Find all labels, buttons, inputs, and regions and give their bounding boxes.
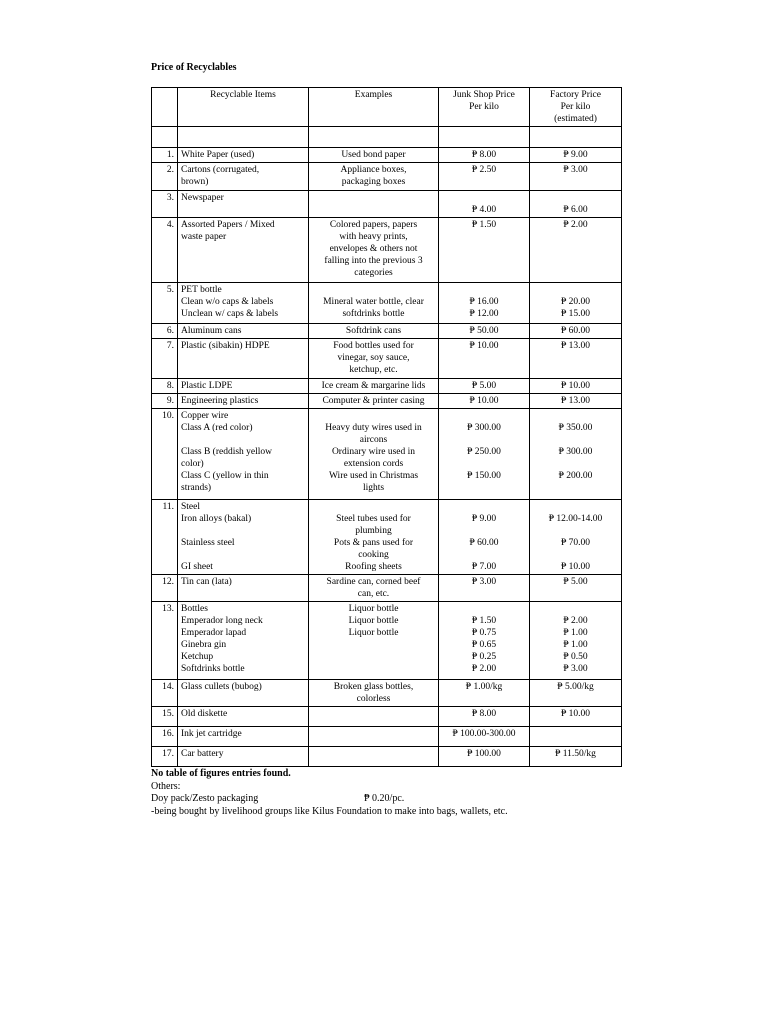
recyclables-table [151, 87, 622, 767]
factory-price-cell-line [533, 603, 618, 615]
junk-price-cell [439, 191, 530, 218]
factory-price-cell [530, 218, 622, 283]
junk-price-cell-line [442, 458, 526, 470]
header-item: Recyclable Items [178, 88, 309, 127]
item-cell-line: GI sheet [181, 562, 213, 572]
junk-price-cell [439, 379, 530, 394]
examples-cell-line: Liquor bottle [348, 628, 399, 638]
row-number: 7. [152, 339, 178, 379]
item-cell [178, 747, 309, 767]
junk-price-cell-line: ₱ 150.00 [467, 471, 501, 481]
examples-cell-line: packaging boxes [341, 177, 406, 187]
factory-price-cell [530, 324, 622, 339]
junk-price-cell-line: ₱ 10.00 [469, 341, 499, 351]
item-cell-line: PET bottle [181, 285, 222, 295]
junk-price-cell-line [442, 603, 526, 615]
factory-price-cell [530, 680, 622, 707]
item-cell-line: Newspaper [181, 193, 224, 203]
examples-cell-line: extension cords [343, 459, 404, 469]
factory-price-cell-line: ₱ 0.50 [563, 652, 588, 662]
junk-price-cell-line: ₱ 8.00 [471, 709, 497, 719]
item-cell-line: Engineering plastics [181, 396, 259, 406]
junk-price-cell [439, 680, 530, 707]
examples-cell [309, 148, 439, 163]
examples-cell-line: Pots & pans used for [333, 538, 414, 548]
factory-price-cell-line: ₱ 11.50/kg [555, 749, 596, 759]
table-row [152, 707, 622, 727]
item-cell [178, 727, 309, 747]
table-row [152, 283, 622, 324]
item-cell [178, 163, 309, 191]
junk-price-cell-line: ₱ 12.00 [469, 309, 499, 319]
item-cell-line: Assorted Papers / Mixed [181, 220, 275, 230]
examples-cell [309, 163, 439, 191]
factory-price-cell-line: ₱ 13.00 [560, 396, 591, 406]
item-cell [178, 379, 309, 394]
factory-price-cell-line [533, 434, 618, 446]
factory-price-cell-line: ₱ 350.00 [558, 423, 593, 433]
factory-price-cell-line [533, 284, 618, 296]
factory-price-cell [530, 575, 622, 602]
item-cell [178, 283, 309, 324]
item-cell-line: waste paper [181, 232, 227, 242]
junk-price-cell-line: ₱ 0.65 [471, 640, 497, 650]
footer-notes [151, 768, 508, 818]
factory-price-cell-line: ₱ 3.00 [563, 165, 588, 175]
factory-price-cell [530, 500, 622, 575]
examples-cell-line: colorless [356, 694, 391, 704]
header-junk-price [439, 88, 530, 127]
factory-price-cell-line [533, 482, 618, 494]
examples-cell-line: Broken glass bottles, [333, 682, 414, 692]
examples-cell [309, 283, 439, 324]
factory-price-cell-line [533, 410, 618, 422]
row-number: 15. [152, 707, 178, 727]
examples-cell [309, 394, 439, 409]
factory-price-cell-line [533, 501, 618, 513]
junk-price-cell-line: ₱ 10.00 [469, 396, 499, 406]
examples-cell-line: Ordinary wire used in [331, 447, 416, 457]
junk-price-cell [439, 575, 530, 602]
junk-price-cell-line [442, 525, 526, 537]
junk-price-cell-line: ₱ 1.50 [471, 616, 497, 626]
factory-price-cell-line: ₱ 60.00 [560, 326, 591, 336]
examples-cell-line: Roofing sheets [345, 562, 402, 572]
examples-cell [309, 339, 439, 379]
row-number: 10. [152, 409, 178, 500]
examples-cell [309, 500, 439, 575]
factory-price-cell-line: ₱ 9.00 [563, 150, 588, 160]
item-cell-line: Cartons (corrugated, [181, 165, 260, 175]
table-row [152, 394, 622, 409]
examples-cell-line: cooking [358, 550, 389, 560]
junk-price-cell [439, 324, 530, 339]
item-cell-line: Aluminum cans [181, 326, 242, 336]
factory-price-cell-line [533, 192, 618, 204]
item-cell-line [181, 549, 305, 561]
examples-cell-line: Liquor bottle [348, 604, 399, 614]
table-row [152, 680, 622, 707]
factory-price-cell-line: ₱ 70.00 [560, 538, 591, 548]
header-junk-line: Per kilo [469, 102, 499, 112]
examples-cell [309, 191, 439, 218]
factory-price-cell-line: ₱ 300.00 [558, 447, 593, 457]
junk-price-cell-line: ₱ 100.00 [467, 749, 501, 759]
junk-price-cell-line [442, 501, 526, 513]
examples-cell-line: aircons [359, 435, 388, 445]
header-factory-line: Per kilo [560, 102, 591, 112]
row-number: 8. [152, 379, 178, 394]
table-row [152, 148, 622, 163]
page-title: Price of Recyclables [151, 62, 237, 73]
item-cell [178, 500, 309, 575]
header-number [152, 88, 178, 127]
examples-cell-line: categories [354, 268, 393, 278]
row-number: 4. [152, 218, 178, 283]
item-cell-line [181, 434, 305, 446]
junk-price-cell-line: ₱ 8.00 [471, 150, 497, 160]
row-number: 3. [152, 191, 178, 218]
examples-cell-line: Computer & printer casing [322, 396, 425, 406]
table-header-row [152, 88, 622, 127]
item-cell [178, 191, 309, 218]
examples-cell-line: ketchup, etc. [349, 365, 398, 375]
item-cell-line: Ink jet cartridge [181, 729, 242, 739]
junk-price-cell-line [442, 482, 526, 494]
junk-price-cell-line [442, 410, 526, 422]
junk-price-cell-line: ₱ 60.00 [469, 538, 499, 548]
examples-cell [309, 218, 439, 283]
examples-cell-line: plumbing [355, 526, 392, 536]
factory-price-cell-line: ₱ 5.00 [563, 577, 588, 587]
factory-price-cell [530, 602, 622, 680]
item-cell-line: Iron alloys (bakal) [181, 514, 252, 524]
examples-cell-line: lights [362, 483, 385, 493]
examples-cell-line [312, 284, 435, 296]
item-cell [178, 409, 309, 500]
examples-cell-line [312, 501, 435, 513]
row-number: 17. [152, 747, 178, 767]
item-cell-line: Glass cullets (bubog) [181, 682, 262, 692]
doy-pack-line [151, 793, 508, 806]
factory-price-cell-line: ₱ 12.00-14.00 [548, 514, 603, 524]
examples-cell-line: falling into the previous 3 [324, 256, 423, 266]
table-row [152, 500, 622, 575]
row-number: 2. [152, 163, 178, 191]
item-cell-line: brown) [181, 177, 209, 187]
junk-price-cell-line: ₱ 0.25 [471, 652, 497, 662]
junk-price-cell-line: ₱ 250.00 [467, 447, 501, 457]
factory-price-cell [530, 339, 622, 379]
junk-price-cell [439, 394, 530, 409]
factory-price-cell-line: ₱ 5.00/kg [557, 682, 594, 692]
item-cell-line: Car battery [181, 749, 224, 759]
header-factory-price [530, 88, 622, 127]
table-row [152, 218, 622, 283]
junk-price-cell-line: ₱ 16.00 [469, 297, 499, 307]
item-cell-line: Copper wire [181, 411, 229, 421]
item-cell-line: Stainless steel [181, 538, 235, 548]
factory-price-cell-line: ₱ 20.00 [560, 297, 591, 307]
item-cell-line: White Paper (used) [181, 150, 255, 160]
row-number: 9. [152, 394, 178, 409]
factory-price-cell-line: ₱ 10.00 [560, 562, 591, 572]
header-junk-line: Junk Shop Price [453, 90, 515, 100]
header-examples: Examples [309, 88, 439, 127]
table-row [152, 575, 622, 602]
factory-price-cell [530, 394, 622, 409]
table-row [152, 379, 622, 394]
examples-cell-line: Food bottles used for [333, 341, 414, 351]
examples-cell-line [312, 410, 435, 422]
examples-cell [309, 575, 439, 602]
junk-price-cell-line [442, 192, 526, 204]
junk-price-cell-line [442, 434, 526, 446]
examples-cell-line: Liquor bottle [348, 616, 399, 626]
examples-cell [309, 602, 439, 680]
item-cell [178, 324, 309, 339]
junk-price-cell [439, 339, 530, 379]
item-cell-line: Old diskette [181, 709, 228, 719]
junk-price-cell-line [442, 284, 526, 296]
examples-cell-line: softdrinks bottle [342, 309, 405, 319]
row-number: 1. [152, 148, 178, 163]
examples-cell-line: envelopes & others not [329, 244, 418, 254]
junk-price-cell-line: ₱ 5.00 [471, 381, 497, 391]
item-cell-line: color) [181, 459, 204, 469]
junk-price-cell-line: ₱ 9.00 [471, 514, 497, 524]
junk-price-cell [439, 602, 530, 680]
item-cell-line: Plastic LDPE [181, 381, 233, 391]
junk-price-cell [439, 500, 530, 575]
junk-price-cell [439, 747, 530, 767]
junk-price-cell-line: ₱ 3.00 [471, 577, 497, 587]
junk-price-cell-line: ₱ 0.75 [471, 628, 497, 638]
factory-price-cell-line: ₱ 15.00 [560, 309, 591, 319]
examples-cell-line: Used bond paper [341, 150, 406, 160]
examples-cell [309, 409, 439, 500]
item-cell-line: Steel [181, 502, 200, 512]
factory-price-cell-line [533, 549, 618, 561]
junk-price-cell-line: ₱ 1.50 [471, 220, 497, 230]
doy-pack-price: ₱ 0.20/pc. [364, 793, 405, 804]
factory-price-cell [530, 727, 622, 747]
row-number: 5. [152, 283, 178, 324]
junk-price-cell-line: ₱ 50.00 [469, 326, 499, 336]
examples-cell [309, 707, 439, 727]
junk-price-cell [439, 218, 530, 283]
table-row [152, 163, 622, 191]
examples-cell-line: with heavy prints, [339, 232, 408, 242]
table-row [152, 727, 622, 747]
item-cell-line: Ginebra gin [181, 640, 227, 650]
item-cell [178, 575, 309, 602]
item-cell-line: Class B (reddish yellow [181, 447, 273, 457]
table-row [152, 339, 622, 379]
factory-price-cell-line: ₱ 1.00 [563, 628, 588, 638]
item-cell-line: Clean w/o caps & labels [181, 297, 274, 307]
factory-price-cell [530, 747, 622, 767]
examples-cell-line: can, etc. [357, 589, 390, 599]
item-cell-line: Class C (yellow in thin [181, 471, 269, 481]
examples-cell-line: Ice cream & margarine lids [321, 381, 426, 391]
row-number: 11. [152, 500, 178, 575]
item-cell-line: Ketchup [181, 652, 214, 662]
examples-cell-line: Heavy duty wires used in [325, 423, 422, 433]
examples-cell [309, 379, 439, 394]
examples-cell-line: Appliance boxes, [340, 165, 407, 175]
item-cell-line: Emperador lapad [181, 628, 247, 638]
junk-price-cell-line: ₱ 100.00-300.00 [452, 729, 516, 739]
junk-price-cell [439, 707, 530, 727]
factory-price-cell [530, 409, 622, 500]
item-cell-line: Emperador long neck [181, 616, 263, 626]
row-number: 14. [152, 680, 178, 707]
factory-price-cell [530, 163, 622, 191]
junk-price-cell-line: ₱ 2.50 [471, 165, 497, 175]
factory-price-cell [530, 707, 622, 727]
factory-price-cell [530, 148, 622, 163]
factory-price-cell-line [533, 525, 618, 537]
factory-price-cell-line: ₱ 10.00 [560, 709, 591, 719]
examples-cell [309, 747, 439, 767]
factory-price-cell [530, 191, 622, 218]
factory-price-cell-line: ₱ 3.00 [563, 664, 588, 674]
factory-price-cell-line: ₱ 10.00 [560, 381, 591, 391]
examples-cell-line: Mineral water bottle, clear [323, 297, 424, 307]
factory-price-cell-line: ₱ 6.00 [563, 205, 588, 215]
factory-price-cell-line [533, 458, 618, 470]
item-cell-line: Softdrinks bottle [181, 664, 245, 674]
factory-price-cell-line: ₱ 1.00 [563, 640, 588, 650]
examples-cell [309, 680, 439, 707]
junk-price-cell-line: ₱ 1.00/kg [465, 682, 503, 692]
item-cell-line: strands) [181, 483, 212, 493]
junk-price-cell [439, 163, 530, 191]
table-row [152, 409, 622, 500]
livelihood-note: -being bought by livelihood groups like Kilus Foundation to make into bags, wallets, etc. [151, 805, 508, 817]
item-cell [178, 339, 309, 379]
row-number: 16. [152, 727, 178, 747]
table-row [152, 747, 622, 767]
junk-price-cell [439, 409, 530, 500]
item-cell-line [181, 525, 305, 537]
item-cell-line: Class A (red color) [181, 423, 253, 433]
row-number: 6. [152, 324, 178, 339]
junk-price-cell [439, 283, 530, 324]
header-factory-line: Factory Price [550, 90, 601, 100]
examples-cell-line: Colored papers, papers [329, 220, 418, 230]
junk-price-cell-line [442, 549, 526, 561]
row-number: 12. [152, 575, 178, 602]
junk-price-cell [439, 727, 530, 747]
doy-pack-item: Doy pack/Zesto packaging [151, 793, 259, 804]
junk-price-cell [439, 148, 530, 163]
item-cell-line: Unclean w/ caps & labels [181, 309, 279, 319]
item-cell-line: Tin can (lata) [181, 577, 232, 587]
factory-price-cell-line: ₱ 2.00 [563, 220, 588, 230]
factory-price-cell-line: ₱ 13.00 [560, 341, 591, 351]
factory-price-cell [530, 283, 622, 324]
table-row [152, 602, 622, 680]
item-cell [178, 148, 309, 163]
header-factory-line: (estimated) [554, 114, 597, 124]
table-row [152, 324, 622, 339]
others-label: Others: [151, 780, 181, 792]
item-cell [178, 707, 309, 727]
junk-price-cell-line: ₱ 7.00 [471, 562, 497, 572]
no-figures-note: No table of figures entries found. [151, 768, 291, 779]
item-cell [178, 218, 309, 283]
row-number: 13. [152, 602, 178, 680]
examples-cell-line: Softdrink cans [345, 326, 402, 336]
junk-price-cell-line: ₱ 2.00 [471, 664, 497, 674]
item-cell-line: Bottles [181, 604, 208, 614]
examples-cell-line: vinegar, soy sauce, [337, 353, 410, 363]
factory-price-cell [530, 379, 622, 394]
factory-price-cell-line: ₱ 2.00 [563, 616, 588, 626]
examples-cell [309, 727, 439, 747]
table-spacer-row [152, 127, 622, 148]
examples-cell-line: Sardine can, corned beef [326, 577, 421, 587]
factory-price-cell-line: ₱ 200.00 [558, 471, 593, 481]
examples-cell-line: Wire used in Christmas [328, 471, 419, 481]
junk-price-cell-line: ₱ 4.00 [471, 205, 497, 215]
examples-cell [309, 324, 439, 339]
examples-cell-line: Steel tubes used for [336, 514, 411, 524]
item-cell [178, 680, 309, 707]
table-row [152, 191, 622, 218]
item-cell [178, 394, 309, 409]
item-cell-line: Plastic (sibakin) HDPE [181, 341, 270, 351]
item-cell [178, 602, 309, 680]
junk-price-cell-line: ₱ 300.00 [467, 423, 501, 433]
